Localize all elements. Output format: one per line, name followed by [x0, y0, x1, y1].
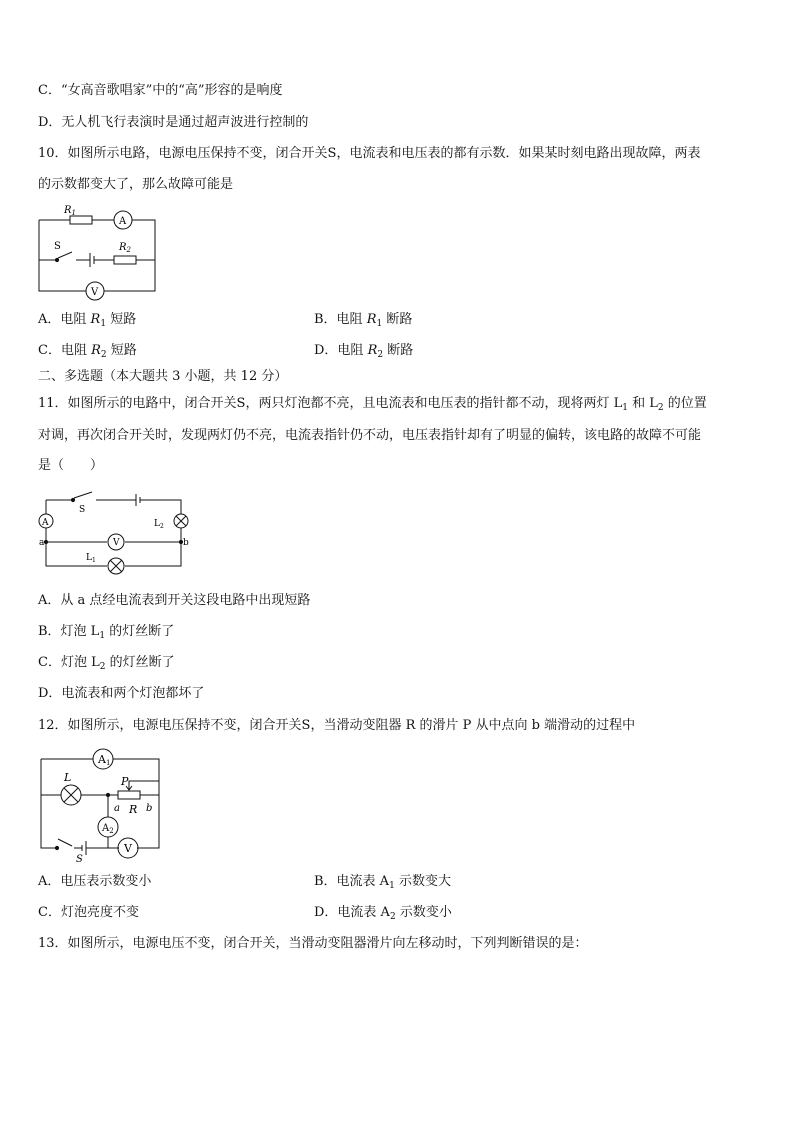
section-heading-multiple-choice: 二、多选题（本大题共 3 小题，共 12 分）: [38, 369, 288, 384]
question-10-text-line2: 的示数都变大了，那么故障可能是: [38, 177, 234, 192]
q12-option-b: B．电流表 $A_1$ 示数变大: [314, 874, 451, 891]
label-r1: $R_1$: [64, 205, 76, 217]
option-d-previous: D．无人机飞行表演时是通过超声波进行控制的: [38, 115, 309, 130]
question-10-text-line1: 10．如图所示电路，电源电压保持不变，闭合开关S，电流表和电压表的都有示数．如果某时刻电路出现故障，两表: [38, 146, 701, 161]
q11-option-d: D．电流表和两个灯泡都坏了: [38, 686, 205, 701]
circuit-diagram-q12: [36, 745, 166, 865]
label-r2: $R_2$: [119, 242, 131, 254]
label-voltmeter: V: [113, 538, 120, 548]
label-voltmeter: V: [91, 287, 99, 298]
q10-option-b: B．电阻 $R_1$ 断路: [314, 312, 413, 329]
circuit-diagram-q10: [36, 200, 161, 300]
label-point-b: b: [146, 803, 153, 814]
q12-option-d: D．电流表 $A_2$ 示数变小: [314, 905, 452, 922]
label-rheostat: R: [129, 803, 138, 816]
label-l1: $L_1$: [86, 553, 96, 564]
label-l2: $L_2$: [154, 519, 164, 530]
q11-option-b: B．灯泡 $L_1$ 的灯丝断了: [38, 624, 175, 641]
q10-option-d: D．电阻 $R_2$ 断路: [314, 343, 414, 360]
question-12-text: 12．如图所示，电源电压保持不变，闭合开关S，当滑动变阻器 R 的滑片 P 从中点向 b 端滑动的过程中: [38, 718, 636, 733]
label-a1: A1: [98, 753, 111, 767]
resistor-r1: [70, 216, 92, 224]
question-11-text-line2: 对调，再次闭合开关时，发现两灯仍不亮，电流表指针仍不动，电压表指针却有了明显的偏转，该电路的故障不可能: [38, 428, 702, 443]
q12-option-c: C．灯泡亮度不变: [38, 905, 139, 920]
q11-option-a: A．从 a 点经电流表到开关这段电路中出现短路: [38, 593, 311, 608]
rheostat-r: [118, 791, 140, 799]
circuit-diagram-q11: [36, 488, 191, 576]
label-ammeter: A: [42, 518, 49, 528]
label-slider-p: P: [121, 775, 129, 788]
label-switch: S: [76, 854, 83, 865]
resistor-r2: [114, 256, 136, 264]
label-lamp: L: [64, 771, 72, 784]
label-voltmeter: V: [124, 842, 132, 855]
q12-option-a: A．电压表示数变小: [38, 874, 152, 889]
label-point-a: a: [39, 538, 45, 548]
q10-option-c: C．电阻 $R_2$ 短路: [38, 343, 137, 360]
question-13-text: 13．如图所示，电源电压不变，闭合开关，当滑动变阻器滑片向左移动时，下列判断错误的是：: [38, 936, 588, 951]
q10-option-a: A．电阻 $R_1$ 短路: [38, 312, 137, 329]
option-c-previous: C．“女高音歌唱家”中的“高”形容的是响度: [38, 83, 283, 98]
question-11-text-line1: 11．如图所示的电路中，闭合开关S，两只灯泡都不亮，且电流表和电压表的指针都不动，现将两灯 $L_1$ 和 $L_2$ 的位置: [38, 396, 707, 413]
label-ammeter: A: [119, 216, 127, 227]
label-switch: S: [54, 241, 61, 252]
question-11-text-line3: 是（ ）: [38, 458, 104, 473]
label-point-b: b: [183, 538, 189, 548]
label-a2: $A_2$: [102, 823, 114, 835]
q11-option-c: C．灯泡 $L_2$ 的灯丝断了: [38, 655, 175, 672]
label-point-a: a: [114, 803, 120, 814]
label-switch: S: [79, 505, 86, 515]
